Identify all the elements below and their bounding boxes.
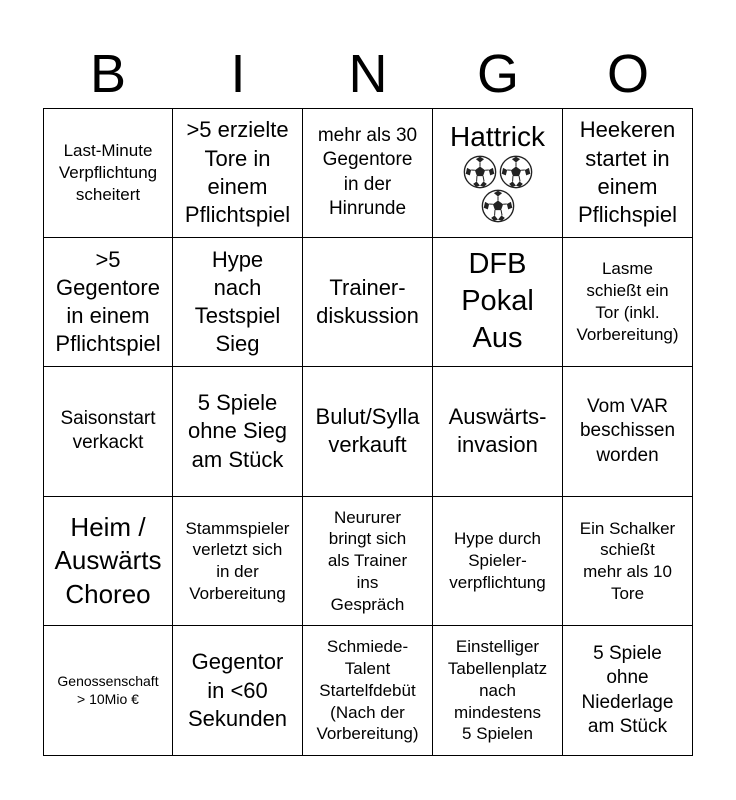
cell-label: Auswärts- invasion xyxy=(448,404,547,458)
cell-label: Einstelliger Tabellenplatz nach mindestens 5 Spielen xyxy=(447,637,548,744)
bingo-cell-r4-c3[interactable] xyxy=(303,497,433,627)
bingo-cell-r3-c5[interactable] xyxy=(563,367,693,497)
cell-label: Heim / Auswärts Choreo xyxy=(54,512,162,609)
header-letter-g: G xyxy=(476,44,519,104)
cell-label: >5 erzielte Tore in einem Pflichtspiel xyxy=(184,117,291,227)
cell-label: Stammspieler verletzt sich in der Vorbereitung xyxy=(185,518,290,603)
bingo-board xyxy=(43,108,693,756)
cell-label: Saisonstart verkackt xyxy=(60,408,156,454)
cell-label: Heekeren startet in einem Pflichspiel xyxy=(577,117,678,227)
cell-label: Bulut/Sylla verkauft xyxy=(315,404,420,458)
cell-label: Gegentor in <60 Sekunden xyxy=(187,649,288,731)
bingo-cell-r2-c1[interactable] xyxy=(43,238,173,368)
cell-label: >5 Gegentore in einem Pflichtspiel xyxy=(55,246,161,357)
cell-label: Vom VAR beschissen worden xyxy=(579,396,676,466)
bingo-cell-r5-c2[interactable] xyxy=(173,626,303,756)
cell-label: Trainer- diskussion xyxy=(316,274,419,328)
bingo-cell-r2-c4[interactable] xyxy=(433,238,563,368)
bingo-cell-r1-c1[interactable] xyxy=(43,108,173,238)
bingo-cell-r5-c1[interactable] xyxy=(43,626,173,756)
soccer-ball-icon xyxy=(481,189,515,223)
soccer-ball-icon xyxy=(499,155,533,189)
bingo-cell-r4-c5[interactable] xyxy=(563,497,693,627)
header-letter-o: O xyxy=(606,44,649,104)
soccer-balls xyxy=(463,155,533,223)
cell-label: Last-Minute Verpflichtung scheitert xyxy=(58,141,158,204)
bingo-cell-r3-c3[interactable] xyxy=(303,367,433,497)
cell-label: Hattrick xyxy=(450,121,545,153)
bingo-cell-r1-c2[interactable] xyxy=(173,108,303,238)
cell-label: mehr als 30 Gegentore in der Hinrunde xyxy=(317,125,418,220)
cell-label: Hype nach Testspiel Sieg xyxy=(194,246,281,357)
bingo-cell-r1-c3[interactable] xyxy=(303,108,433,238)
bingo-cell-r3-c1[interactable] xyxy=(43,367,173,497)
cell-label: 5 Spiele ohne Niederlage am Stück xyxy=(581,643,674,737)
bingo-cell-r5-c5[interactable] xyxy=(563,626,693,756)
bingo-cell-r4-c2[interactable] xyxy=(173,497,303,627)
header-letter-i: I xyxy=(230,44,246,104)
bingo-cell-r2-c5[interactable] xyxy=(563,238,693,368)
bingo-cell-r5-c3[interactable] xyxy=(303,626,433,756)
bingo-cell-r3-c2[interactable] xyxy=(173,367,303,497)
bingo-cell-r1-c4[interactable] xyxy=(433,108,563,238)
cell-label: Lasme schießt ein Tor (inkl. Vorbereitung) xyxy=(576,259,679,344)
bingo-cell-r2-c3[interactable] xyxy=(303,238,433,368)
cell-label: 5 Spiele ohne Sieg am Stück xyxy=(187,390,288,472)
cell-label: Hype durch Spieler- verpflichtung xyxy=(449,529,546,592)
bingo-cell-r3-c4[interactable] xyxy=(433,367,563,497)
cell-label: Neururer bringt sich als Trainer ins Gespräch xyxy=(327,507,408,614)
soccer-ball-icon xyxy=(463,155,497,189)
cell-label: Schmiede- Talent Startelfdebüt (Nach der Vorbereitung) xyxy=(316,637,419,744)
cell-label: DFB Pokal Aus xyxy=(461,248,534,355)
hattrick-content xyxy=(450,122,545,223)
cell-label: Ein Schalker schießt mehr als 10 Tore xyxy=(579,518,676,603)
header-letter-n: N xyxy=(348,44,388,104)
bingo-cell-r4-c1[interactable] xyxy=(43,497,173,627)
bingo-header xyxy=(43,40,693,108)
bingo-cell-r2-c2[interactable] xyxy=(173,238,303,368)
header-letter-b: B xyxy=(89,44,127,104)
bingo-cell-r5-c4[interactable] xyxy=(433,626,563,756)
cell-label: Genossenschaft > 10Mio € xyxy=(57,672,159,707)
bingo-cell-r1-c5[interactable] xyxy=(563,108,693,238)
bingo-cell-r4-c4[interactable] xyxy=(433,497,563,627)
